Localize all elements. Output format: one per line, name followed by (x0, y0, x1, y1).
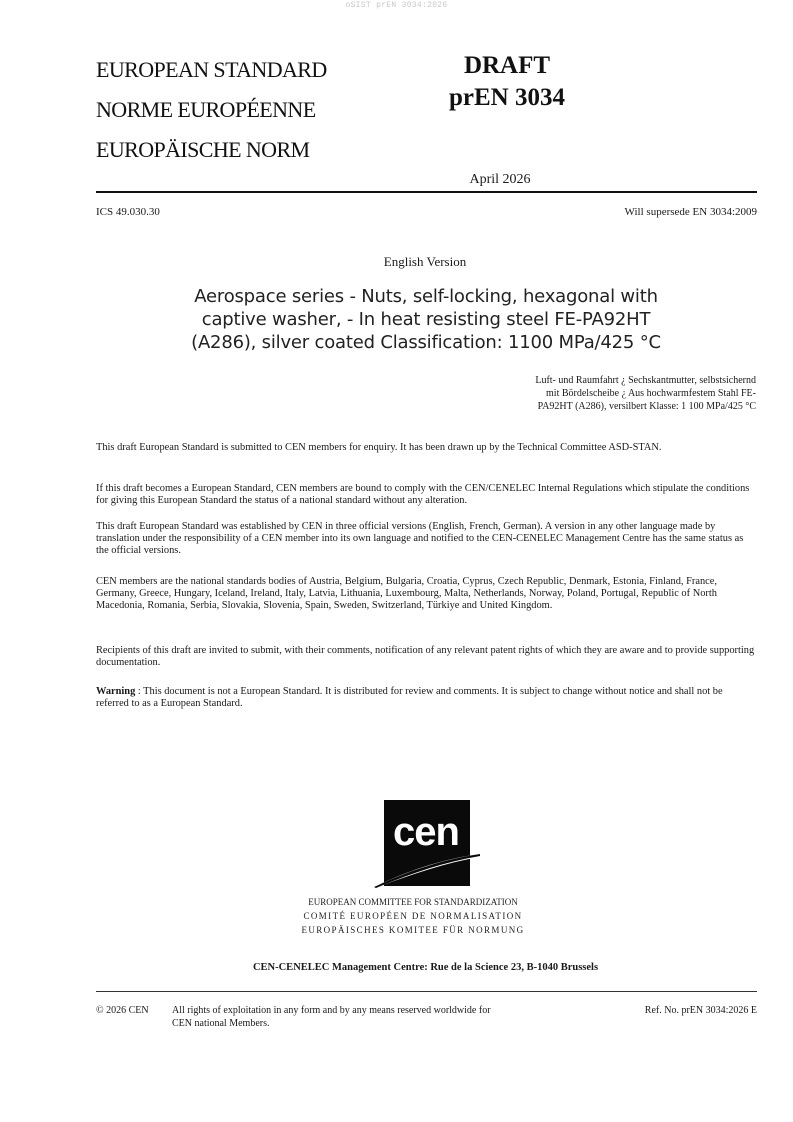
enquiry-paragraph: This draft European Standard is submitted to CEN members for enquiry. It has been drawn up by the Technical Committee ASD-STAN. (96, 442, 662, 453)
document-title (150, 285, 702, 354)
header-divider (96, 191, 757, 193)
supersedes-note: Will supersede EN 3034:2009 (624, 206, 757, 218)
german-title (450, 374, 756, 413)
standard-name-de: EUROPÄISCHE NORM (96, 137, 310, 162)
german-title-line: PA92HT (A286), versilbert Klasse: 1 100 MPa/425 °C (537, 401, 756, 412)
rights-statement: All rights of exploitation in any form and by any means reserved worldwide for CEN national Members. (172, 1005, 491, 1029)
german-title-line: mit Bördelscheibe ¿ Aus hochwarmfestem Stahl FE- (546, 388, 756, 399)
language-version: English Version (383, 254, 467, 269)
warning-paragraph (96, 686, 758, 710)
german-title-line: Luft- und Raumfahrt ¿ Sechskantmutter, selbstsichernd (535, 375, 756, 386)
org-name-fr: COMITÉ EUROPÉEN DE NORMALISATION (303, 911, 523, 921)
copyright: © 2026 CEN (96, 1005, 149, 1016)
cen-logo-graphic (372, 799, 480, 889)
footer-divider (96, 991, 757, 992)
warning-text: : This document is not a European Standard. It is distributed for review and comments. It is subject to change without notice and shall not be referred to as a European Standard. (96, 686, 723, 709)
doc-number: prEN 3034 (449, 84, 565, 111)
ics-code: ICS 49.030.30 (96, 206, 160, 218)
standard-name-en: EUROPEAN STANDARD (96, 57, 327, 82)
patents-paragraph: Recipients of this draft are invited to submit, with their comments, notification of any relevant patent rights of which they are aware and to provide supporting documentation. (96, 645, 755, 668)
title-line: Aerospace series - Nuts, self-locking, hexagonal with (194, 286, 658, 307)
watermark: oSIST prEN 3034:2026 (345, 1, 448, 10)
title-line: captive washer, - In heat resisting steel FE-PA92HT (201, 309, 651, 330)
org-name-en: EUROPEAN COMMITTEE FOR STANDARDIZATION (308, 897, 518, 907)
publication-date: April 2026 (469, 172, 531, 187)
reference-number: Ref. No. prEN 3034:2026 E (644, 1005, 757, 1016)
members-paragraph: CEN members are the national standards bodies of Austria, Belgium, Bulgaria, Croatia, Cyprus, Czech Republic, Denmark, Estonia, Finland, France, Germany, Greece, Hungary, Iceland, Ireland, Italy, Latvia, Lithuania, Luxembourg, Malta, Netherlands, Norway, Poland, Portugal, Republic of North Macedonia, Romania, Serbia, Slovakia, Slovenia, Spain, Sweden, Switzerland, Türkiye and United Kingdom. (96, 576, 717, 611)
cen-logo-text: cen (393, 810, 459, 854)
title-line: (A286), silver coated Classification: 1100 MPa/425 °C (191, 332, 661, 353)
draft-label: DRAFT (463, 52, 551, 79)
compliance-paragraph: If this draft becomes a European Standard, CEN members are bound to comply with the CEN/CENELEC Internal Regulations which stipulate the conditions for giving this European Standard the status of a national standard without any alteration. (96, 483, 750, 506)
standard-name-fr: NORME EUROPÉENNE (96, 97, 316, 122)
management-centre: CEN-CENELEC Management Centre: Rue de la Science 23, B-1040 Brussels (252, 962, 599, 973)
cen-logo (372, 799, 480, 889)
versions-paragraph: This draft European Standard was established by CEN in three official versions (English, French, German). A version in any other language made by translation under the responsibility of a CEN member into its own language and notified to the CEN-CENELEC Management Centre has the same status as the official versions. (96, 521, 744, 556)
org-name-de: EUROPÄISCHES KOMITEE FÜR NORMUNG (301, 925, 525, 935)
warning-label: Warning (96, 686, 136, 697)
